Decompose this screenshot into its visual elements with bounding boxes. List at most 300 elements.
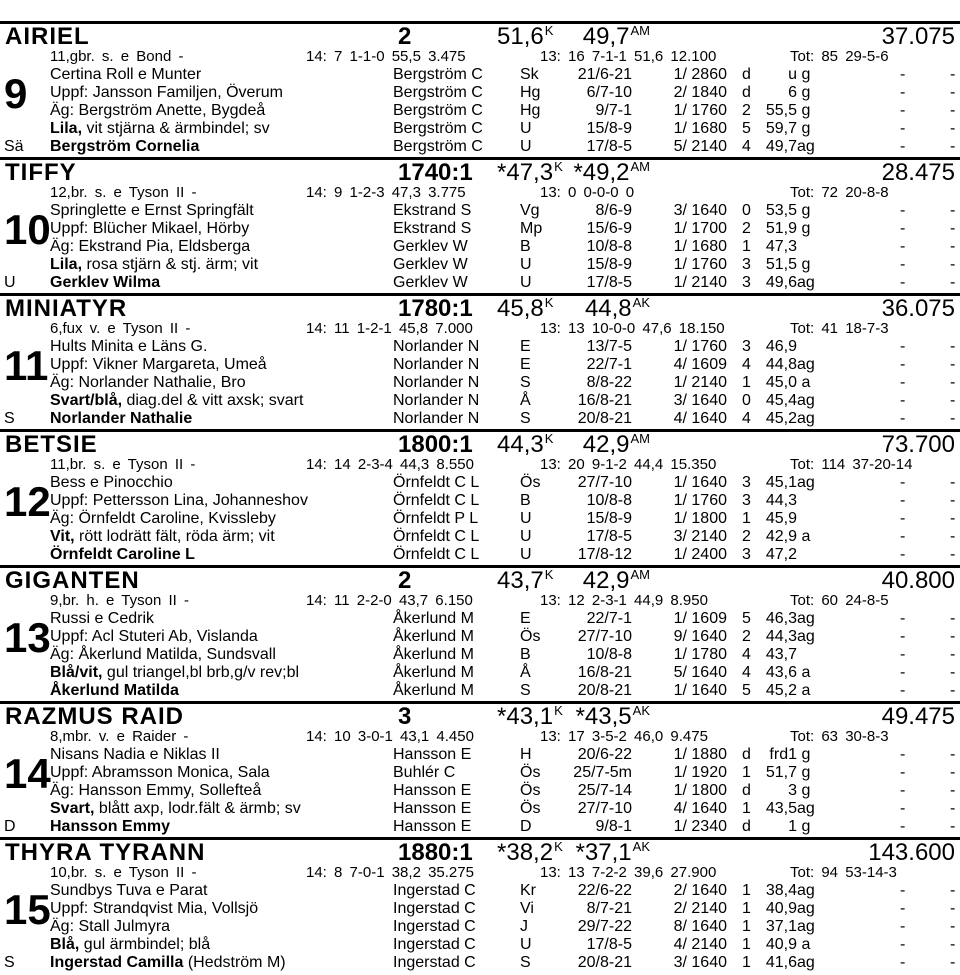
track-code: Å	[520, 392, 531, 409]
driver: Åkerlund M	[393, 628, 474, 645]
start-position: d	[742, 818, 751, 835]
start-number: 15	[4, 886, 51, 933]
record-2	[576, 704, 650, 730]
form-row	[0, 474, 960, 492]
prize: -	[950, 510, 956, 527]
start-number: 13	[4, 614, 51, 661]
horse-name: MINIATYR	[5, 295, 128, 322]
driver: Ekstrand S	[393, 202, 472, 219]
row-text-rest: Russi e Cedrik	[50, 610, 155, 627]
entry-divider	[0, 293, 960, 296]
row-text	[50, 882, 207, 900]
placing-distance: 4/ 1609	[673, 356, 727, 373]
track-code: Vi	[520, 900, 534, 917]
start-position: 4	[742, 646, 751, 663]
record-1	[497, 704, 563, 730]
placing-distance: 4/ 1640	[673, 410, 727, 427]
track-code: Hg	[520, 84, 541, 101]
year-14-stats: 14: 11 2-2-0 43,7 6.150	[306, 592, 473, 609]
placing-distance: 1/ 1760	[673, 492, 727, 509]
form-row	[0, 392, 960, 410]
race-date: 9/8-1	[595, 818, 632, 835]
row-text-rest: gul triangel,bl brb,g/v rev;bl	[102, 664, 300, 681]
time-flags: ag	[797, 274, 815, 291]
odds: -	[900, 102, 906, 119]
horse-pedigree-info: 8,mbr. v. e Raider -	[50, 728, 189, 745]
form-row	[0, 410, 960, 428]
placing-distance: 1/ 1760	[673, 102, 727, 119]
km-time: 45,2	[765, 682, 797, 699]
row-text-rest: Hults Minita e Läns G.	[50, 338, 208, 355]
row-text	[50, 800, 301, 818]
prize: -	[950, 238, 956, 255]
start-position: 1	[742, 800, 751, 817]
odds: -	[900, 374, 906, 391]
placing-distance: 1/ 2860	[673, 66, 727, 83]
odds: -	[900, 746, 906, 763]
time-flags: ag	[797, 138, 815, 155]
race-date: 27/7-10	[577, 800, 632, 817]
driver: Gerklev W	[393, 274, 468, 291]
row-text-rest: Uppf: Vikner Margareta, Umeå	[50, 356, 267, 373]
placing-distance: 8/ 1640	[673, 918, 727, 935]
record-2-value: 42,9	[582, 567, 630, 594]
placing-distance: 1/ 2400	[673, 546, 727, 563]
time-flags: g	[797, 66, 811, 83]
odds: -	[900, 220, 906, 237]
time-flags: ag	[797, 954, 815, 971]
race-date: 17/8-5	[586, 138, 632, 155]
record-1-type: K	[554, 839, 563, 854]
track-code: U	[520, 528, 532, 545]
row-text-rest: Certina Roll e Munter	[50, 66, 202, 83]
row-text	[50, 410, 192, 428]
row-text	[50, 474, 173, 492]
prize: -	[950, 628, 956, 645]
row-text-rest: Springlette e Ernst Springfält	[50, 202, 254, 219]
horse-name: TIFFY	[5, 159, 77, 186]
row-text	[50, 646, 276, 664]
start-number: 14	[4, 750, 51, 797]
form-row	[0, 338, 960, 356]
track-code: E	[520, 356, 531, 373]
prize: -	[950, 954, 956, 971]
form-row	[0, 356, 960, 374]
race-date: 22/7-1	[586, 356, 632, 373]
km-time: 45,4	[765, 392, 797, 409]
race-date: 15/6-9	[586, 220, 632, 237]
prize: -	[950, 782, 956, 799]
start-position: 4	[742, 356, 751, 373]
record-2-value: *43,5	[575, 703, 632, 730]
prize: -	[950, 256, 956, 273]
horse-name: AIRIEL	[5, 23, 90, 50]
race-date: 21/6-21	[577, 66, 632, 83]
track-code: Vg	[520, 202, 540, 219]
race-date: 8/7-21	[586, 900, 632, 917]
km-time: 44,3	[765, 628, 797, 645]
entry-divider	[0, 565, 960, 568]
driver: Norlander N	[393, 374, 480, 391]
race-date: 27/7-10	[577, 474, 632, 491]
placing-distance: 9/ 1640	[673, 628, 727, 645]
time-flags: ag	[797, 410, 815, 427]
placing-distance: 2/ 2140	[673, 900, 727, 917]
row-text	[50, 202, 254, 220]
year-13-stats: 13: 17 3-5-2 46,0 9.475	[540, 728, 708, 745]
race-date: 20/8-21	[577, 410, 632, 427]
start-position: 5	[742, 610, 751, 627]
prize: -	[950, 746, 956, 763]
row-text-rest: Bess e Pinocchio	[50, 474, 173, 491]
time-flags: ag	[797, 628, 815, 645]
placing-distance: 3/ 1640	[673, 202, 727, 219]
odds: -	[900, 800, 906, 817]
form-row	[0, 918, 960, 936]
row-text-bold: Vit,	[50, 528, 75, 545]
record-1-value: *43,1	[497, 703, 554, 730]
prize: -	[950, 274, 956, 291]
year-13-stats: 13: 20 9-1-2 44,4 15.350	[540, 456, 717, 473]
track-code: S	[520, 410, 531, 427]
row-text	[50, 492, 308, 510]
row-text	[50, 528, 275, 546]
record-1-type: K	[544, 23, 554, 38]
row-text-rest: gul ärmbindel; blå	[79, 936, 211, 953]
year-13-stats: 13: 16 7-1-1 51,6 12.100	[540, 48, 717, 65]
km-time: 43,6	[765, 664, 797, 681]
horse-entry	[0, 21, 960, 157]
prize: -	[950, 410, 956, 427]
odds: -	[900, 510, 906, 527]
row-text-bold: Gerklev Wilma	[50, 274, 161, 291]
time-flags: g	[797, 818, 811, 835]
side-code: U	[4, 274, 16, 291]
row-text	[50, 610, 154, 628]
track-code: E	[520, 610, 531, 627]
side-code: S	[4, 410, 15, 427]
km-time: 47,2	[765, 546, 797, 563]
form-row	[0, 818, 960, 836]
form-row	[0, 102, 960, 120]
row-text-rest: Uppf: Pettersson Lina, Johanneshov	[50, 492, 308, 509]
distance-start: 2	[398, 23, 412, 50]
odds: -	[900, 338, 906, 355]
start-position: 5	[742, 682, 751, 699]
race-date: 10/8-8	[586, 492, 632, 509]
record-2-type: AM	[630, 431, 650, 446]
record-2	[585, 296, 650, 322]
row-text	[50, 918, 170, 936]
driver: Bergström C	[393, 66, 483, 83]
time-flags: ag	[797, 610, 815, 627]
time-flags: a	[797, 936, 811, 953]
track-code: Kr	[520, 882, 536, 899]
track-code: U	[520, 274, 532, 291]
km-time: 44,8	[765, 356, 797, 373]
time-flags: g	[797, 120, 811, 137]
row-text-rest: Uppf: Abramsson Monica, Sala	[50, 764, 270, 781]
race-date: 17/8-12	[577, 546, 632, 563]
odds: -	[900, 918, 906, 935]
driver: Hansson E	[393, 746, 472, 763]
row-text-bold: Blå,	[50, 936, 80, 953]
km-time: 41,6	[765, 954, 797, 971]
track-code: S	[520, 954, 531, 971]
race-date: 29/7-22	[577, 918, 632, 935]
km-time: 43,5	[765, 800, 797, 817]
form-row	[0, 782, 960, 800]
row-text	[50, 782, 261, 800]
driver: Örnfeldt P L	[393, 510, 479, 527]
start-position: 4	[742, 138, 751, 155]
driver: Ingerstad C	[393, 918, 476, 935]
record-1-value: 44,3	[497, 431, 544, 458]
placing-distance: 1/ 1880	[673, 746, 727, 763]
time-flags: a	[797, 374, 811, 391]
start-position: 5	[742, 120, 751, 137]
race-date: 16/8-21	[577, 392, 632, 409]
record-2-type: AK	[632, 839, 650, 854]
record-1-value: *47,3	[497, 159, 554, 186]
track-code: S	[520, 374, 531, 391]
prize: -	[950, 338, 956, 355]
horse-entry	[0, 429, 960, 565]
start-position: 1	[742, 510, 751, 527]
career-stats: Tot: 60 24-8-5	[790, 592, 889, 609]
prize: -	[950, 610, 956, 627]
track-code: U	[520, 936, 532, 953]
row-text-rest: Nisans Nadia e Niklas II	[50, 746, 220, 763]
row-text	[50, 546, 195, 564]
form-row	[0, 682, 960, 700]
placing-distance: 1/ 2340	[673, 818, 727, 835]
track-code: U	[520, 120, 532, 137]
track-code: Ös	[520, 628, 541, 645]
form-row	[0, 546, 960, 564]
track-code: Hg	[520, 102, 541, 119]
row-text	[50, 356, 267, 374]
record-1-value: 45,8	[497, 295, 544, 322]
start-position: 1	[742, 900, 751, 917]
horse-pedigree-info: 11,gbr. s. e Bond -	[50, 48, 184, 65]
km-time: 37,1	[765, 918, 797, 935]
odds: -	[900, 882, 906, 899]
row-text-rest: Äg: Bergström Anette, Bygdeå	[50, 102, 266, 119]
km-time: 44,3	[765, 492, 797, 509]
start-position: 3	[742, 492, 751, 509]
year-14-stats: 14: 7 1-1-0 55,5 3.475	[306, 48, 466, 65]
record-2-value: *37,1	[575, 839, 632, 866]
driver: Ingerstad C	[393, 936, 476, 953]
driver: Ingerstad C	[393, 900, 476, 917]
prize: -	[950, 764, 956, 781]
track-code: Ös	[520, 474, 541, 491]
driver: Örnfeldt C L	[393, 528, 480, 545]
horse-entry	[0, 565, 960, 701]
km-time: 3	[788, 782, 797, 799]
start-position: 1	[742, 918, 751, 935]
driver: Åkerlund M	[393, 664, 474, 681]
entry-divider	[0, 157, 960, 160]
side-code: Sä	[4, 138, 24, 155]
form-row	[0, 374, 960, 392]
prize: -	[950, 546, 956, 563]
driver: Åkerlund M	[393, 646, 474, 663]
placing-distance: 1/ 1700	[673, 220, 727, 237]
row-text-bold: Hansson Emmy	[50, 818, 171, 835]
track-code: U	[520, 546, 532, 563]
prize: -	[950, 392, 956, 409]
year-14-stats: 14: 11 1-2-1 45,8 7.000	[306, 320, 473, 337]
odds: -	[900, 120, 906, 137]
record-2-value: 42,9	[582, 431, 630, 458]
row-text-rest: Sundbys Tuva e Parat	[50, 882, 208, 899]
odds: -	[900, 628, 906, 645]
career-stats: Tot: 72 20-8-8	[790, 184, 889, 201]
record-2-type: AM	[630, 23, 650, 38]
start-position: 3	[742, 546, 751, 563]
prize: -	[950, 374, 956, 391]
record-1	[497, 160, 563, 186]
record-2-type: AK	[632, 703, 650, 718]
horse-name: THYRA TYRANN	[5, 839, 206, 866]
start-position: 3	[742, 256, 751, 273]
record-1	[497, 432, 553, 458]
odds: -	[900, 818, 906, 835]
record-2	[583, 568, 650, 594]
row-text-bold: Svart,	[50, 800, 95, 817]
entry-divider	[0, 21, 960, 24]
entry-divider	[0, 429, 960, 432]
time-flags: g	[797, 764, 811, 781]
driver: Ingerstad C	[393, 954, 476, 971]
prize: -	[950, 66, 956, 83]
odds: -	[900, 66, 906, 83]
km-time: 49,6	[765, 274, 797, 291]
driver: Norlander N	[393, 356, 480, 373]
track-code: Ös	[520, 764, 541, 781]
row-text-bold: Lila,	[50, 256, 83, 273]
driver: Norlander N	[393, 392, 480, 409]
track-code: Ös	[520, 800, 541, 817]
driver: Bergström C	[393, 120, 483, 137]
row-text-rest: Uppf: Strandqvist Mia, Vollsjö	[50, 900, 259, 917]
record-2-value: 44,8	[584, 295, 632, 322]
odds: -	[900, 664, 906, 681]
time-flags: g	[797, 202, 811, 219]
race-date: 17/8-5	[586, 528, 632, 545]
distance-start: 2	[398, 567, 412, 594]
start-number: 12	[4, 478, 51, 525]
odds: -	[900, 202, 906, 219]
record-1	[497, 296, 553, 322]
time-flags: a	[797, 682, 811, 699]
prize: -	[950, 356, 956, 373]
placing-distance: 1/ 1640	[673, 682, 727, 699]
odds: -	[900, 274, 906, 291]
driver: Bergström C	[393, 102, 483, 119]
prize: -	[950, 84, 956, 101]
km-time: frd1	[769, 746, 797, 763]
prize: -	[950, 918, 956, 935]
prize: -	[950, 800, 956, 817]
placing-distance: 5/ 1640	[673, 664, 727, 681]
row-text	[50, 818, 170, 836]
track-code: B	[520, 238, 531, 255]
career-stats: Tot: 63 30-8-3	[790, 728, 889, 745]
driver: Norlander N	[393, 338, 480, 355]
start-position: d	[742, 84, 751, 101]
race-date: 17/8-5	[586, 274, 632, 291]
form-row	[0, 66, 960, 84]
row-text	[50, 510, 276, 528]
track-code: Ös	[520, 782, 541, 799]
odds: -	[900, 138, 906, 155]
placing-distance: 1/ 1680	[673, 120, 727, 137]
time-flags: ag	[797, 918, 815, 935]
row-text-bold: Örnfeldt Caroline L	[50, 546, 195, 563]
placing-distance: 5/ 2140	[673, 138, 727, 155]
horse-name: RAZMUS RAID	[5, 703, 184, 730]
prize: -	[950, 818, 956, 835]
odds: -	[900, 474, 906, 491]
record-2	[583, 432, 650, 458]
total-earnings: 28.475	[881, 159, 955, 186]
track-code: U	[520, 256, 532, 273]
track-code: B	[520, 492, 531, 509]
horse-pedigree-info: 10,br. s. e Tyson II -	[50, 864, 197, 881]
race-date: 22/7-1	[586, 610, 632, 627]
placing-distance: 1/ 1640	[673, 474, 727, 491]
placing-distance: 3/ 1640	[673, 392, 727, 409]
record-1-value: 43,7	[497, 567, 544, 594]
time-flags: g	[797, 84, 811, 101]
time-flags: ag	[797, 356, 815, 373]
race-date: 17/8-5	[586, 936, 632, 953]
prize: -	[950, 474, 956, 491]
placing-distance: 2/ 1840	[673, 84, 727, 101]
row-text-rest: Uppf: Acl Stuteri Ab, Vislanda	[50, 628, 258, 645]
km-time: 45,2	[765, 410, 797, 427]
time-flags: ag	[797, 392, 815, 409]
race-date: 16/8-21	[577, 664, 632, 681]
horse-entry	[0, 157, 960, 293]
km-time: 55,5	[765, 102, 797, 119]
form-row	[0, 202, 960, 220]
track-code: Å	[520, 664, 531, 681]
record-1-type: K	[544, 431, 554, 446]
placing-distance: 1/ 1609	[673, 610, 727, 627]
form-row	[0, 138, 960, 156]
odds: -	[900, 528, 906, 545]
row-text	[50, 220, 249, 238]
prize: -	[950, 900, 956, 917]
km-time: 45,1	[765, 474, 797, 491]
record-2-type: AM	[630, 159, 650, 174]
form-row	[0, 954, 960, 972]
driver: Åkerlund M	[393, 682, 474, 699]
row-text	[50, 66, 201, 84]
start-position: 3	[742, 274, 751, 291]
race-date: 10/8-8	[586, 238, 632, 255]
placing-distance: 1/ 1680	[673, 238, 727, 255]
record-2-type: AK	[632, 295, 650, 310]
horse-pedigree-info: 6,fux v. e Tyson II -	[50, 320, 191, 337]
row-text	[50, 274, 160, 292]
km-time: 45,9	[765, 510, 797, 527]
odds: -	[900, 410, 906, 427]
